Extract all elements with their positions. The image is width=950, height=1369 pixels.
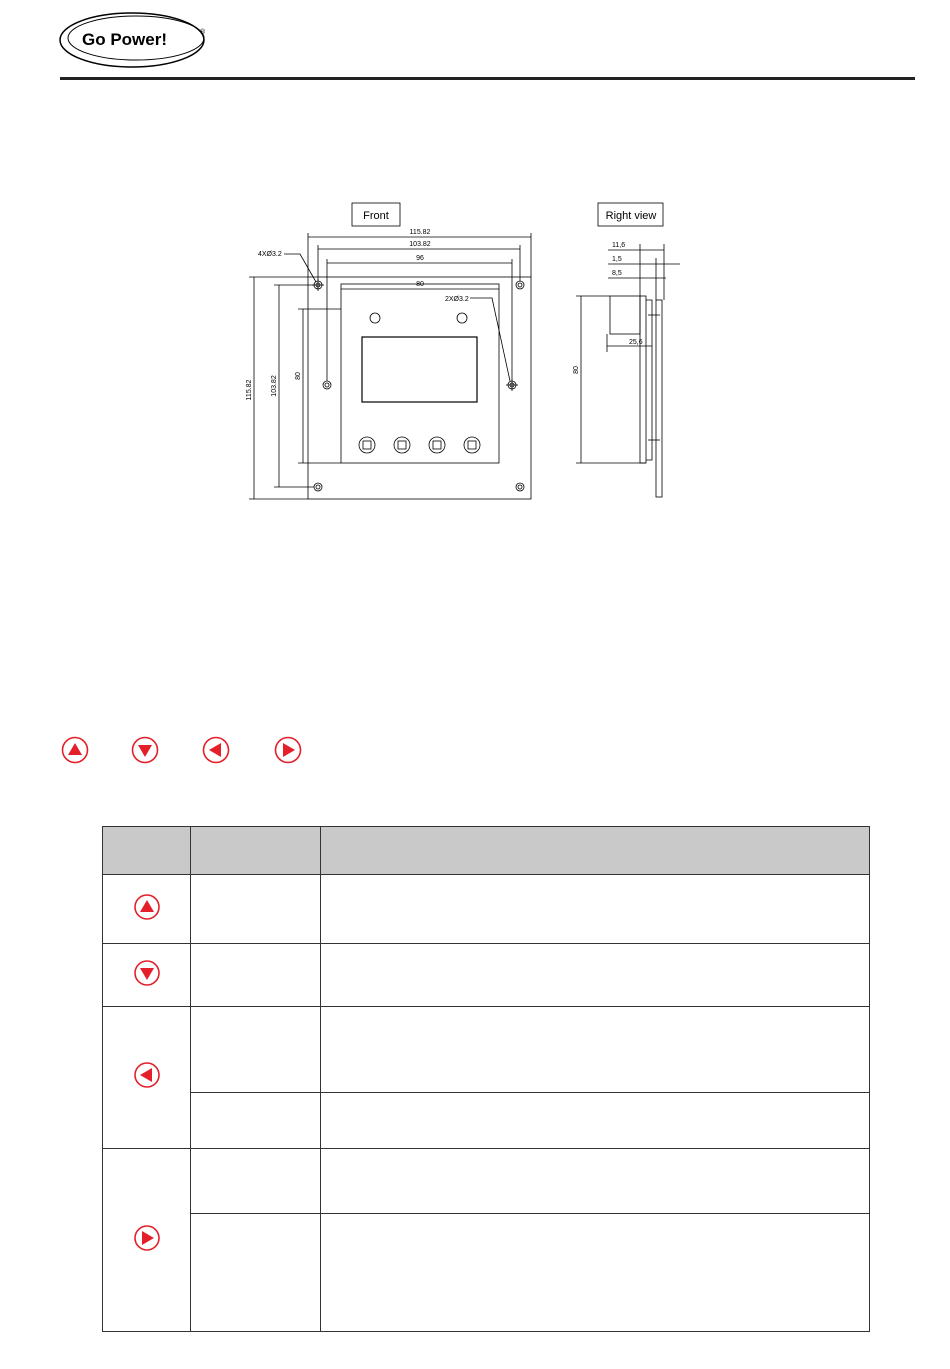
row-description	[321, 1093, 870, 1149]
row-description	[321, 1007, 870, 1093]
dim-side-1-5: 1,5	[612, 256, 622, 263]
left-arrow-icon	[132, 1060, 162, 1090]
side-module	[610, 296, 640, 334]
inner-panel	[341, 284, 499, 463]
row-function	[191, 875, 321, 944]
front-plate	[308, 277, 531, 499]
dim-w-overall: 115.82	[409, 229, 431, 236]
right-arrow-icon	[132, 1223, 162, 1253]
row-description	[321, 1149, 870, 1214]
row-description	[321, 1214, 870, 1332]
dim-side-11-6: 11,6	[612, 242, 626, 249]
header-description	[321, 827, 870, 875]
down-arrow-icon	[132, 958, 162, 988]
dim-h-panel: 80	[295, 372, 302, 380]
dim-w-inner-holes: 96	[416, 255, 424, 262]
key-function-table	[102, 826, 870, 1332]
dim-side-25-6: 25,6	[629, 339, 643, 346]
dim-w-holes: 103.82	[409, 241, 431, 248]
dim-side-8-5: 8,5	[612, 270, 622, 277]
dim-h-overall: 115.82	[246, 379, 253, 401]
header-key	[103, 827, 191, 875]
logo-text: Go Power!	[82, 30, 168, 49]
table-row	[103, 1149, 870, 1214]
left-arrow-icon	[201, 735, 231, 765]
row-function	[191, 1214, 321, 1332]
right-view-label: Right view	[605, 210, 657, 222]
dimension-drawing	[0, 0, 950, 560]
table-row	[103, 1214, 870, 1332]
dim-w-panel: 80	[416, 281, 424, 288]
table-row	[103, 1007, 870, 1093]
screen	[362, 337, 477, 402]
header-function	[191, 827, 321, 875]
down-arrow-icon	[130, 735, 160, 765]
table-row	[103, 875, 870, 944]
row-function	[191, 1007, 321, 1093]
front-label: Front	[363, 210, 389, 222]
button-icon-row	[0, 735, 950, 769]
dim-h-holes: 103.82	[271, 375, 278, 397]
right-arrow-icon	[273, 735, 303, 765]
row-function	[191, 944, 321, 1007]
table-header-row	[103, 827, 870, 875]
row-description	[321, 875, 870, 944]
row-function	[191, 1149, 321, 1214]
row-function	[191, 1093, 321, 1149]
table-row	[103, 1093, 870, 1149]
dim-hole4: 4XØ3.2	[258, 251, 282, 258]
row-description	[321, 944, 870, 1007]
dim-hole2: 2XØ3.2	[445, 296, 469, 303]
up-arrow-icon	[132, 892, 162, 922]
table-row	[103, 944, 870, 1007]
up-arrow-icon	[60, 735, 90, 765]
dim-side-80: 80	[573, 366, 580, 374]
logo-registered: ®	[200, 29, 206, 36]
